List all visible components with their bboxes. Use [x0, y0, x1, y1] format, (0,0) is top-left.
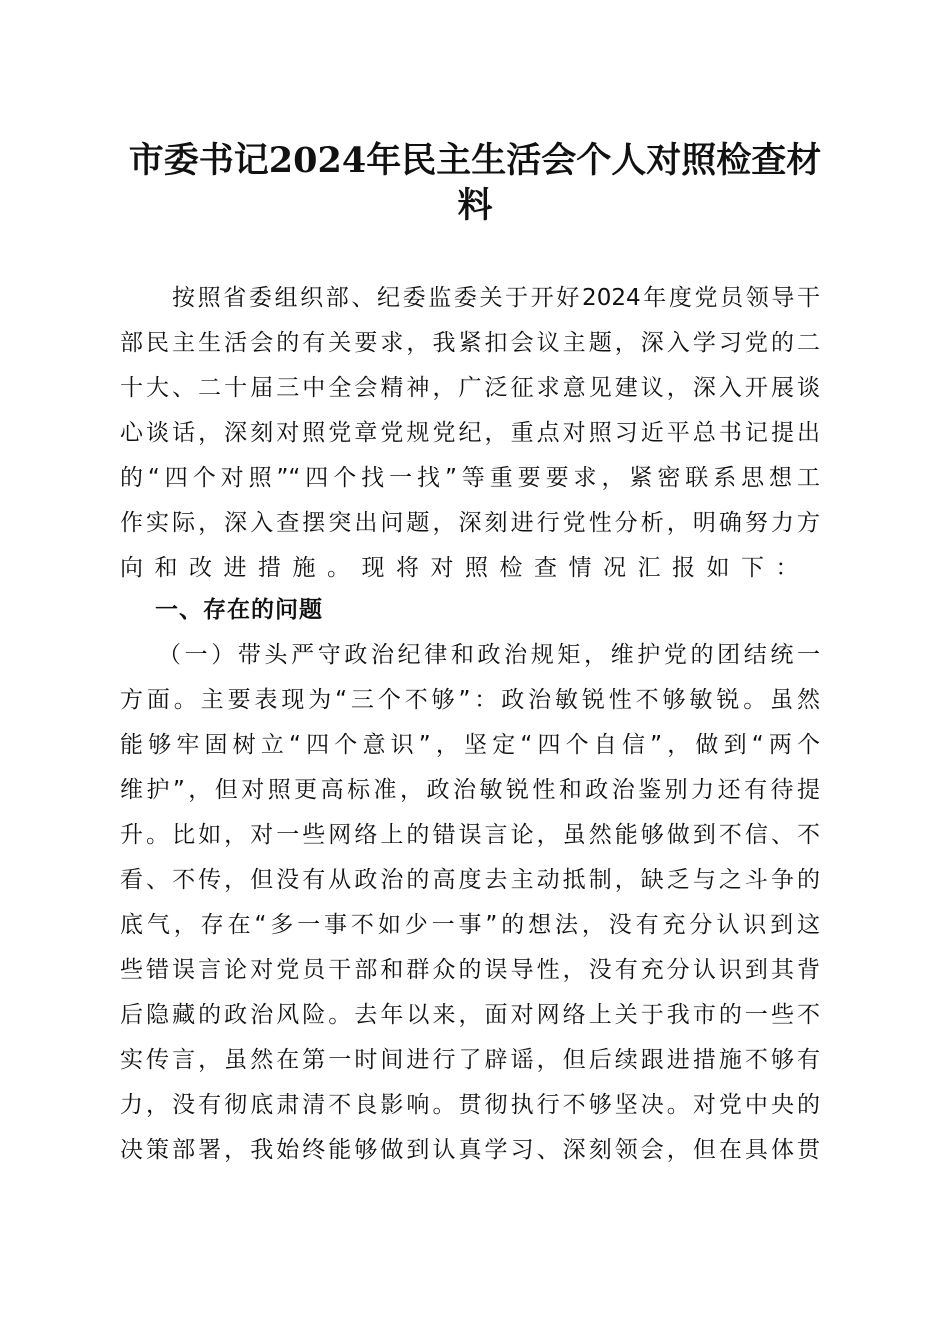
paragraph-line: 力，没有彻底肃清不良影响。贯彻执行不够坚决。对党中央的	[120, 1092, 820, 1118]
paragraph-line: （一）带头严守政治纪律和政治规矩，维护党的团结统一	[158, 642, 820, 668]
paragraph-line: 按照省委组织部、纪委监委关于开好2024年度党员领导干	[172, 285, 820, 311]
paragraph-line: 升。比如，对一些网络上的错误言论，虽然能够做到不信、不	[120, 822, 820, 848]
document-title-line-1: 市委书记2024年民主生活会个人对照检查材	[128, 140, 822, 181]
paragraph-line: 后隐藏的政治风险。去年以来，面对网络上关于我市的一些不	[120, 1002, 820, 1028]
document-title-line-2: 料	[457, 185, 493, 226]
section-heading: 一、存在的问题	[155, 597, 323, 623]
paragraph-line: 维护”，但对照更高标准，政治敏锐性和政治鉴别力还有待提	[120, 777, 820, 803]
paragraph-line: 底气，存在“多一事不如少一事”的想法，没有充分认识到这	[120, 912, 820, 938]
paragraph-line: 的“四个对照”“四个找一找”等重要要求，紧密联系思想工	[120, 465, 820, 491]
paragraph-line: 方面。主要表现为“三个不够”：政治敏锐性不够敏锐。虽然	[120, 687, 820, 713]
paragraph-line: 能够牢固树立“四个意识”，坚定“四个自信”，做到“两个	[120, 732, 820, 758]
paragraph-line: 部民主生活会的有关要求，我紧扣会议主题，深入学习党的二	[120, 330, 820, 356]
paragraph-line: 看、不传，但没有从政治的高度去主动抵制，缺乏与之斗争的	[120, 867, 820, 893]
paragraph-line: 些错误言论对党员干部和群众的误导性，没有充分认识到其背	[120, 957, 820, 983]
paragraph-line: 心谈话，深刻对照党章党规党纪，重点对照习近平总书记提出	[120, 420, 820, 446]
paragraph-line: 决策部署，我始终能够做到认真学习、深刻领会，但在具体贯	[120, 1137, 820, 1163]
paragraph-line: 作实际，深入查摆突出问题，深刻进行党性分析，明确努力方	[120, 510, 820, 536]
paragraph-line: 向和改进措施。现将对照检查情况汇报如下：	[120, 555, 810, 581]
paragraph-line: 十大、二十届三中全会精神，广泛征求意见建议，深入开展谈	[120, 375, 820, 401]
paragraph-line: 实传言，虽然在第一时间进行了辟谣，但后续跟进措施不够有	[120, 1047, 820, 1073]
